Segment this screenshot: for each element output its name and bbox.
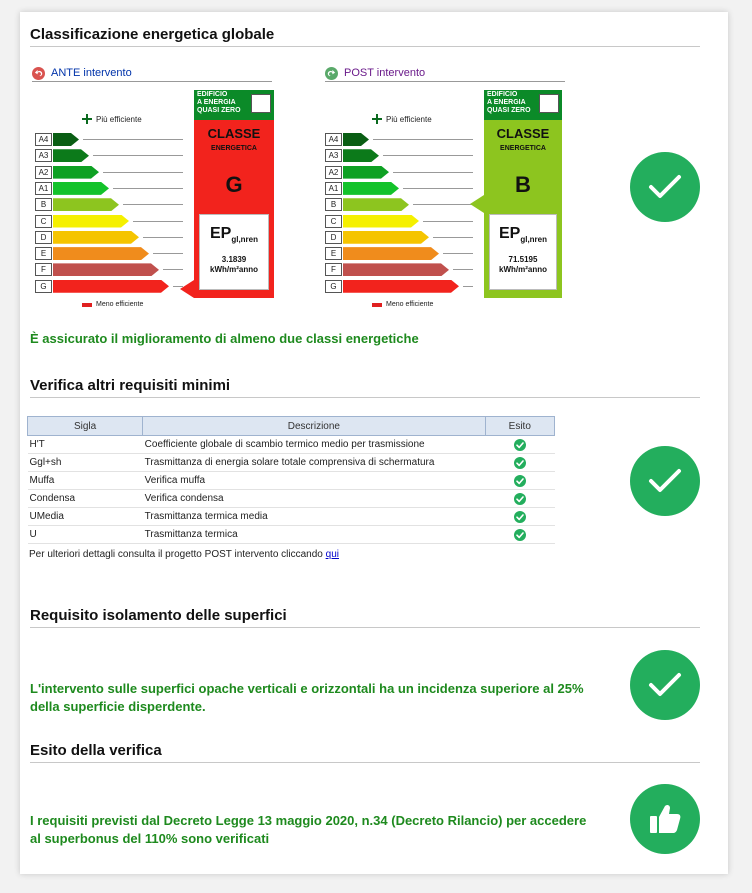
scale-bar <box>343 133 369 146</box>
ante-class-letter: G <box>225 172 243 197</box>
improvement-message: È assicurato il miglioramento di almeno due classi energetiche <box>30 331 419 346</box>
scale-class-label: A2 <box>325 166 342 179</box>
table-row <box>28 472 555 490</box>
results-panel <box>20 12 728 874</box>
scale-rule <box>393 172 473 173</box>
details-note <box>29 549 339 560</box>
ante-ep-box <box>199 214 269 290</box>
scale-class-label: D <box>325 231 342 244</box>
requirements-table <box>27 416 555 544</box>
row-descrizione: Coefficiente globale di scambio termico medio per trasmissione <box>143 436 485 454</box>
nzeb-line: EDIFICIO <box>487 91 518 98</box>
energetica-label: ENERGETICA <box>500 145 546 152</box>
result-message: I requisiti previsti dal Decreto Legge 13 maggio 2020, n.34 (Decreto Rilancio) per accedere al superbonus del 110% sono verificati <box>30 813 587 846</box>
post-label: POST intervento <box>344 67 426 79</box>
post-energy-scale <box>325 133 485 303</box>
scale-rule <box>463 286 473 287</box>
scale-class-label: A2 <box>35 166 52 179</box>
section-title-insulation: Requisito isolamento delle superfici <box>30 607 700 628</box>
post-nzeb-badge <box>484 90 562 120</box>
scale-bar <box>53 149 89 162</box>
nzeb-checkbox <box>251 94 271 113</box>
scale-bar <box>53 247 149 260</box>
scale-class-label: B <box>35 198 52 211</box>
post-class-box <box>484 120 562 298</box>
ante-pointer-arrow <box>180 280 194 298</box>
ep-subscript: gl,nren <box>231 235 258 245</box>
scale-class-label: G <box>325 280 342 293</box>
row-descrizione: Trasmittanza termica media <box>143 508 485 526</box>
scale-bar <box>53 198 119 211</box>
scale-class-label: D <box>35 231 52 244</box>
scale-rule <box>403 188 473 189</box>
energetica-label: ENERGETICA <box>211 145 257 152</box>
ante-class-box <box>194 120 274 298</box>
piu-label: Più efficiente <box>96 114 142 124</box>
row-esito <box>485 490 554 508</box>
post-ep-value: 71.5195 <box>508 255 538 264</box>
details-link[interactable]: qui <box>325 549 339 560</box>
ep-subscript: gl,nren <box>520 235 547 245</box>
scale-bar <box>343 166 389 179</box>
energy-check-icon <box>630 152 700 222</box>
check-icon <box>514 511 526 523</box>
row-sigla: Muffa <box>28 472 143 490</box>
scale-bar <box>53 231 139 244</box>
section-title-other: Verifica altri requisiti minimi <box>30 377 700 398</box>
col-esito: Esito <box>485 417 554 436</box>
table-row <box>28 454 555 472</box>
post-meno-efficiente <box>372 301 433 308</box>
row-descrizione: Verifica muffa <box>143 472 485 490</box>
row-esito <box>485 454 554 472</box>
ante-nzeb-badge <box>194 90 274 120</box>
scale-class-label: E <box>35 247 52 260</box>
plus-icon <box>372 114 382 124</box>
classe-label: CLASSE <box>496 126 550 141</box>
meno-label: Meno efficiente <box>386 301 434 308</box>
post-pointer-arrow <box>470 195 484 213</box>
scale-class-label: A4 <box>35 133 52 146</box>
scale-bar <box>343 215 419 228</box>
thumbs-up-icon <box>630 784 700 854</box>
post-piu-efficiente <box>372 114 432 124</box>
insulation-message: L'intervento sulle superfici opache verticali e orizzontali ha un incidenza superiore al 25% della superficie disperdente. <box>30 681 584 714</box>
scale-rule <box>383 155 473 156</box>
table-row <box>28 490 555 508</box>
nzeb-line: QUASI ZERO <box>197 107 241 114</box>
scale-rule <box>163 269 183 270</box>
scale-class-label: A3 <box>325 149 342 162</box>
scale-rule <box>453 269 473 270</box>
ep-unit: kWh/m²anno <box>210 265 258 274</box>
red-dash-icon <box>82 303 92 307</box>
section-title-result: Esito della verifica <box>30 742 700 763</box>
scale-bar <box>53 133 79 146</box>
scale-class-label: C <box>35 215 52 228</box>
insulation-check-icon <box>630 650 700 720</box>
scale-rule <box>103 172 183 173</box>
scale-bar <box>53 182 109 195</box>
nzeb-checkbox <box>539 94 559 113</box>
scale-bar <box>53 280 169 293</box>
row-esito <box>485 436 554 454</box>
scale-rule <box>443 253 473 254</box>
scale-bar <box>343 231 429 244</box>
scale-rule <box>153 253 183 254</box>
scale-rule <box>373 139 473 140</box>
ep-unit: kWh/m²anno <box>499 265 547 274</box>
scale-bar <box>343 263 449 276</box>
scale-class-label: B <box>325 198 342 211</box>
nzeb-line: A ENERGIA <box>197 99 236 106</box>
scale-class-label: F <box>35 263 52 276</box>
post-header <box>325 64 565 82</box>
ante-ep-value: 3.1839 <box>221 255 247 264</box>
ante-label: ANTE intervento <box>51 67 132 79</box>
row-descrizione: Trasmittanza termica <box>143 526 485 544</box>
plus-icon <box>82 114 92 124</box>
check-icon <box>514 439 526 451</box>
check-icon <box>514 457 526 469</box>
scale-bar <box>343 198 409 211</box>
scale-bar <box>53 215 129 228</box>
redo-arrow-icon <box>325 67 338 80</box>
row-sigla: Condensa <box>28 490 143 508</box>
scale-class-label: G <box>35 280 52 293</box>
scale-class-label: C <box>325 215 342 228</box>
ep-label: EP <box>209 225 232 242</box>
row-sigla: Ggl+sh <box>28 454 143 472</box>
row-sigla: UMedia <box>28 508 143 526</box>
undo-arrow-icon <box>32 67 45 80</box>
note-text: Per ulteriori dettagli consulta il progetto POST intervento cliccando <box>29 549 326 560</box>
classe-label: CLASSE <box>207 126 261 141</box>
row-sigla: H'T <box>28 436 143 454</box>
check-icon <box>514 493 526 505</box>
scale-bar <box>53 263 159 276</box>
row-sigla: U <box>28 526 143 544</box>
row-descrizione: Verifica condensa <box>143 490 485 508</box>
row-esito <box>485 508 554 526</box>
check-icon <box>514 529 526 541</box>
table-row <box>28 526 555 544</box>
ante-header <box>32 64 272 82</box>
scale-class-label: A4 <box>325 133 342 146</box>
nzeb-line: A ENERGIA <box>487 99 526 106</box>
table-header-row <box>28 417 555 436</box>
col-sigla: Sigla <box>28 417 143 436</box>
scale-class-label: F <box>325 263 342 276</box>
ep-label: EP <box>498 225 521 242</box>
ante-piu-efficiente <box>82 114 142 124</box>
row-esito <box>485 526 554 544</box>
row-esito <box>485 472 554 490</box>
scale-bar <box>343 149 379 162</box>
scale-rule <box>423 221 473 222</box>
scale-class-label: A3 <box>35 149 52 162</box>
requirements-check-icon <box>630 446 700 516</box>
scale-bar <box>53 166 99 179</box>
table-row <box>28 436 555 454</box>
scale-rule <box>433 237 473 238</box>
scale-bar <box>343 280 459 293</box>
scale-rule <box>93 155 183 156</box>
post-ep-box <box>489 214 557 290</box>
table-row <box>28 508 555 526</box>
scale-rule <box>133 221 183 222</box>
nzeb-line: EDIFICIO <box>197 91 228 98</box>
meno-label: Meno efficiente <box>96 301 144 308</box>
scale-bar <box>343 247 439 260</box>
nzeb-line: QUASI ZERO <box>487 107 531 114</box>
col-descrizione: Descrizione <box>143 417 485 436</box>
ante-meno-efficiente <box>82 301 143 308</box>
scale-rule <box>83 139 183 140</box>
section-title-energy: Classificazione energetica globale <box>30 26 700 47</box>
piu-label: Più efficiente <box>386 114 432 124</box>
scale-rule <box>113 188 183 189</box>
scale-bar <box>343 182 399 195</box>
scale-rule <box>413 204 473 205</box>
check-icon <box>514 475 526 487</box>
scale-class-label: A1 <box>35 182 52 195</box>
ante-energy-scale <box>35 133 195 303</box>
scale-class-label: A1 <box>325 182 342 195</box>
scale-rule <box>143 237 183 238</box>
red-dash-icon <box>372 303 382 307</box>
row-descrizione: Trasmittanza di energia solare totale comprensiva di schermatura <box>143 454 485 472</box>
post-class-letter: B <box>515 172 531 197</box>
scale-class-label: E <box>325 247 342 260</box>
scale-rule <box>123 204 183 205</box>
